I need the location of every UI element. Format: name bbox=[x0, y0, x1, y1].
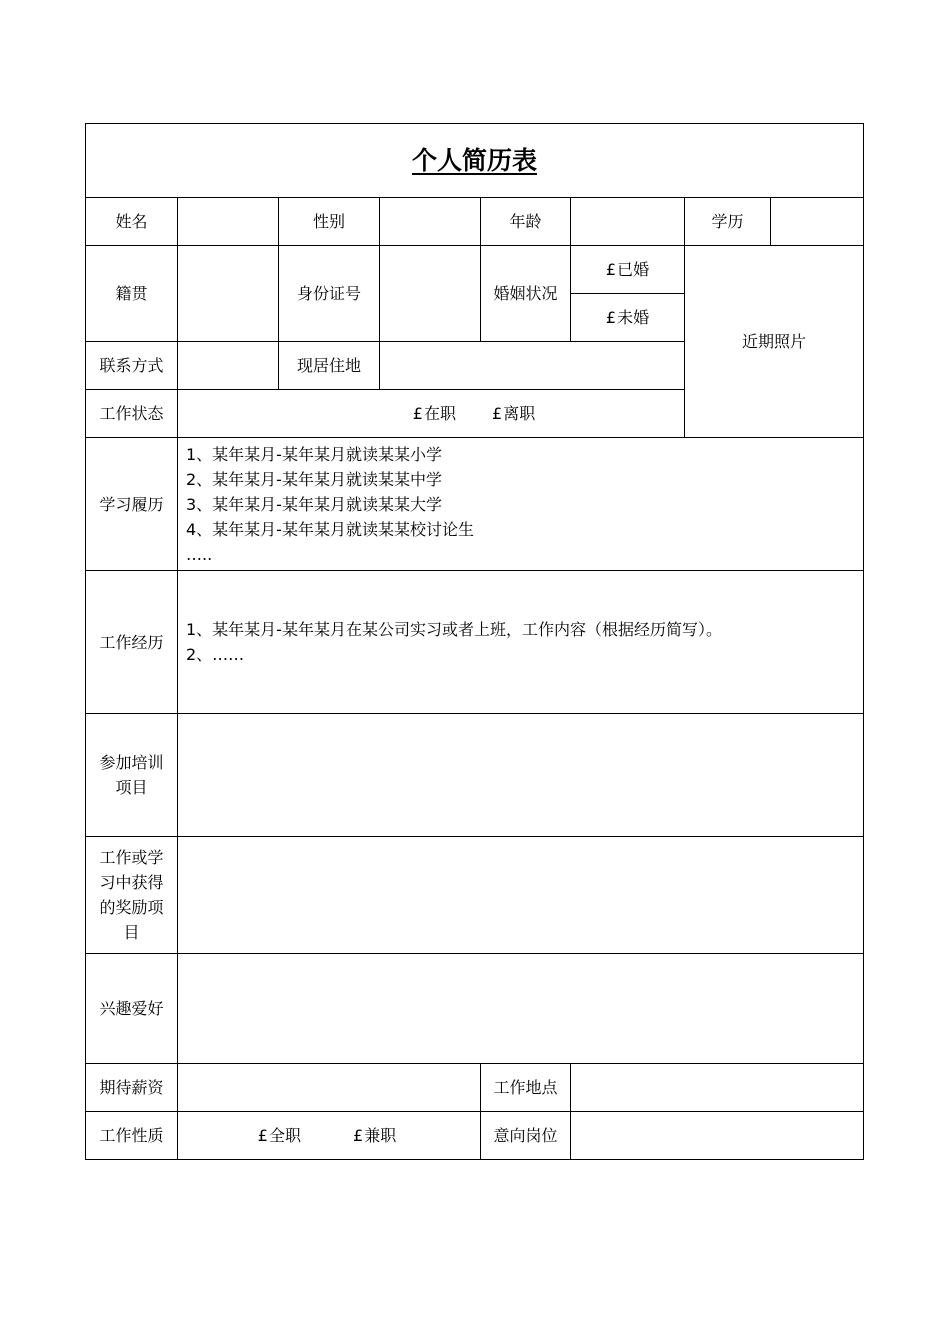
study-history-line: 3、某年某月-某年某月就读某某大学 bbox=[186, 494, 442, 514]
age-label: 年龄 bbox=[480, 197, 571, 246]
work-history-label: 工作经历 bbox=[85, 570, 178, 714]
study-history-line: 2、某年某月-某年某月就读某某中学 bbox=[186, 469, 442, 489]
awards-label: 工作或学习中获得的奖励项目 bbox=[99, 848, 164, 942]
work-history-line: 2、…… bbox=[186, 645, 245, 664]
marital-status-label: 婚姻状况 bbox=[480, 245, 571, 342]
gender-label: 性别 bbox=[278, 197, 380, 246]
photo-box[interactable] bbox=[684, 245, 864, 438]
study-history-line: 1、某年某月-某年某月就读某某小学 bbox=[186, 444, 442, 464]
resigned-option[interactable] bbox=[492, 401, 535, 426]
unmarried-label: 未婚 bbox=[617, 308, 650, 327]
checkbox-employed[interactable]: £ bbox=[412, 404, 423, 423]
awards-label-cell bbox=[85, 836, 178, 954]
job-type-field bbox=[177, 1111, 481, 1160]
work-status-field bbox=[177, 389, 685, 438]
work-history-field[interactable] bbox=[177, 570, 864, 714]
gender-field[interactable] bbox=[379, 197, 481, 246]
training-label: 参加培训项目 bbox=[99, 753, 164, 797]
employed-option[interactable] bbox=[413, 401, 456, 426]
study-history-field[interactable] bbox=[177, 437, 864, 571]
expected-salary-field[interactable] bbox=[177, 1063, 481, 1112]
employed-label: 在职 bbox=[423, 404, 456, 423]
work-location-label: 工作地点 bbox=[480, 1063, 571, 1112]
full-time-option[interactable] bbox=[258, 1123, 301, 1148]
residence-label: 现居住地 bbox=[278, 341, 380, 390]
id-number-field[interactable] bbox=[379, 245, 481, 342]
resigned-label: 离职 bbox=[503, 404, 536, 423]
study-history-label: 学习履历 bbox=[85, 437, 178, 571]
name-label: 姓名 bbox=[85, 197, 178, 246]
checkbox-resigned[interactable]: £ bbox=[492, 404, 503, 423]
checkbox-full-time[interactable]: £ bbox=[257, 1126, 268, 1145]
part-time-option[interactable] bbox=[353, 1123, 396, 1148]
study-history-line: 4、某年某月-某年某月就读某某校讨论生 bbox=[186, 519, 474, 539]
married-option[interactable] bbox=[570, 245, 685, 294]
study-history-line: ….. bbox=[186, 544, 213, 564]
training-field[interactable] bbox=[177, 713, 864, 837]
checkbox-part-time[interactable]: £ bbox=[353, 1126, 364, 1145]
name-field[interactable] bbox=[177, 197, 279, 246]
age-field[interactable] bbox=[570, 197, 685, 246]
full-time-label: 全职 bbox=[268, 1126, 301, 1145]
work-location-field[interactable] bbox=[570, 1063, 864, 1112]
awards-field[interactable] bbox=[177, 836, 864, 954]
job-type-label: 工作性质 bbox=[85, 1111, 178, 1160]
part-time-label: 兼职 bbox=[364, 1126, 397, 1145]
resume-form bbox=[86, 124, 864, 1161]
residence-field[interactable] bbox=[379, 341, 685, 390]
hobbies-label: 兴趣爱好 bbox=[85, 953, 178, 1064]
married-label: 已婚 bbox=[617, 260, 650, 279]
photo-label: 近期照片 bbox=[741, 332, 806, 351]
desired-position-label: 意向岗位 bbox=[480, 1111, 571, 1160]
contact-label: 联系方式 bbox=[85, 341, 178, 390]
checkbox-unmarried[interactable]: £ bbox=[605, 308, 617, 327]
work-history-list bbox=[186, 617, 722, 667]
education-field[interactable] bbox=[770, 197, 864, 246]
hobbies-field[interactable] bbox=[177, 953, 864, 1064]
education-label: 学历 bbox=[684, 197, 771, 246]
desired-position-field[interactable] bbox=[570, 1111, 864, 1160]
study-history-list bbox=[186, 442, 474, 567]
form-title: 个人简历表 bbox=[411, 146, 537, 175]
work-history-line: 1、某年某月-某年某月在某公司实习或者上班，工作内容（根据经历简写）。 bbox=[186, 620, 722, 639]
title-cell bbox=[85, 123, 864, 198]
training-label-cell bbox=[85, 713, 178, 837]
contact-field[interactable] bbox=[177, 341, 279, 390]
id-number-label: 身份证号 bbox=[278, 245, 380, 342]
work-status-label: 工作状态 bbox=[85, 389, 178, 438]
unmarried-option[interactable] bbox=[570, 293, 685, 342]
expected-salary-label: 期待薪资 bbox=[85, 1063, 178, 1112]
checkbox-married[interactable]: £ bbox=[605, 260, 617, 279]
native-place-field[interactable] bbox=[177, 245, 279, 342]
native-place-label: 籍贯 bbox=[85, 245, 178, 342]
